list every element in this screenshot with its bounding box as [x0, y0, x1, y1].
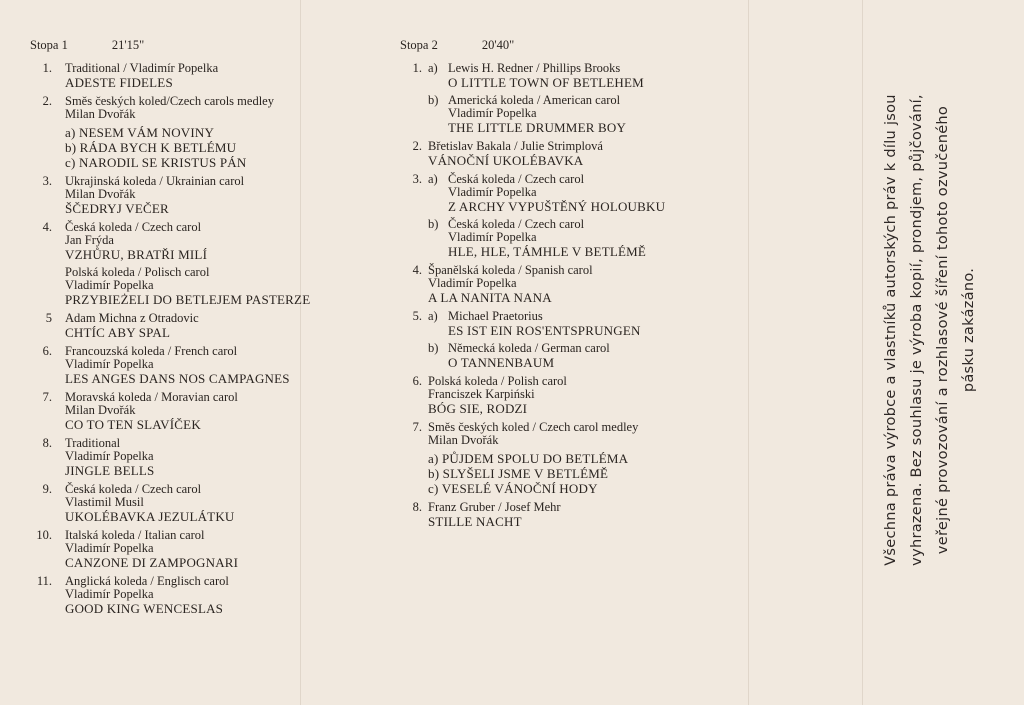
- track-title: A LA NANITA NANA: [428, 290, 552, 305]
- track-item: [428, 310, 740, 338]
- track-credit: Franz Gruber / Josef Mehr: [428, 500, 561, 514]
- side-duration: 20'40": [481, 38, 515, 52]
- track-title: CHTÍC ABY SPAL: [65, 325, 171, 340]
- track-entry: [30, 95, 390, 170]
- track-title: a) NESEM VÁM NOVINY: [65, 125, 215, 140]
- track-credit: Francouzská koleda / French carol: [65, 344, 238, 358]
- track-entry: [400, 62, 740, 135]
- track-credit: Břetislav Bakala / Julie Strimplová: [428, 139, 603, 153]
- track-title: c) NARODIL SE KRISTUS PÁN: [65, 155, 247, 170]
- track-credit: Traditional / Vladimír Popelka: [65, 61, 219, 75]
- track-title: ŠČEDRYJ VEČER: [65, 201, 169, 216]
- track-item: [428, 375, 740, 416]
- track-title: O TANNENBAUM: [448, 355, 555, 370]
- track-item-body: [428, 342, 740, 370]
- copyright-line: vyhrazena. Bez souhlasu je výroba kopií, prondjem, půjčování,: [909, 94, 925, 566]
- track-title: ADESTE FIDELES: [65, 75, 173, 90]
- track-item: [428, 342, 740, 370]
- track-number: 2.: [42, 94, 52, 108]
- track-number: 1.: [412, 61, 422, 75]
- variant-letter: b): [428, 341, 439, 355]
- track-number: 3.: [42, 174, 52, 188]
- track-entry: [400, 173, 740, 259]
- track-title: UKOLÉBAVKA JEZULÁTKU: [65, 509, 235, 524]
- track-entry: [30, 221, 390, 307]
- track-credit: Anglická koleda / Englisch carol: [65, 574, 229, 588]
- track-entry: [30, 175, 390, 216]
- track-title: a) PŮJDEM SPOLU DO BETLÉMA: [428, 451, 629, 466]
- track-title: STILLE NACHT: [428, 514, 522, 529]
- side-duration: 21'15": [111, 38, 145, 52]
- track-entry: [30, 62, 390, 90]
- track-title: HLE, HLE, TÁMHLE V BETLÉMĚ: [448, 244, 647, 259]
- track-item: [65, 345, 390, 386]
- side-label: Stopa 1: [30, 38, 68, 52]
- track-title: PRZYBIEŻELI DO BETLEJEM PASTERZE: [65, 292, 311, 307]
- track-credit: Česká koleda / Czech carol: [448, 217, 585, 231]
- variant-letter: a): [428, 61, 438, 75]
- track-entry: [30, 437, 390, 478]
- track-arranger: Vladimír Popelka: [428, 276, 517, 290]
- track-arranger: Milan Dvořák: [428, 433, 499, 447]
- track-title: THE LITTLE DRUMMER BOY: [448, 120, 627, 135]
- variant-letter: b): [428, 93, 439, 107]
- fold-line: [748, 0, 749, 705]
- track-title: O LITTLE TOWN OF BETLEHEM: [448, 75, 644, 90]
- track-credit: Česká koleda / Czech carol: [448, 172, 585, 186]
- copyright-line: Všechna práva výrobce a vlastníků autorských práv k dílu jsou: [883, 94, 899, 566]
- track-credit: Moravská koleda / Moravian carol: [65, 390, 238, 404]
- track-credit: Adam Michna z Otradovic: [65, 311, 199, 325]
- track-title: ES IST EIN ROS'ENTSPRUNGEN: [448, 323, 641, 338]
- variant-letter: b): [428, 217, 439, 231]
- side-header: [30, 38, 390, 62]
- side-label: Stopa 2: [400, 38, 438, 52]
- track-item: [428, 62, 740, 90]
- track-number: 9.: [42, 482, 52, 496]
- track-arranger: Jan Frýda: [65, 233, 114, 247]
- track-number: 10.: [36, 528, 52, 542]
- copyright-notice: [878, 10, 982, 650]
- track-number: 3.: [412, 172, 422, 186]
- track-number: 5: [45, 311, 52, 325]
- track-credit: Česká koleda / Czech carol: [65, 220, 202, 234]
- side-1-tracklist: [30, 38, 390, 621]
- track-credit: Italská koleda / Italian carol: [65, 528, 205, 542]
- track-title: VÁNOČNÍ UKOLÉBAVKA: [428, 153, 584, 168]
- track-entry: [30, 483, 390, 524]
- track-title: CANZONE DI ZAMPOGNARI: [65, 555, 239, 570]
- track-credit: Směs českých koled / Czech carol medley: [428, 420, 639, 434]
- track-title: VZHŮRU, BRATŘI MILÍ: [65, 247, 208, 262]
- track-item: [65, 266, 390, 307]
- track-title: JINGLE BELLS: [65, 463, 155, 478]
- track-arranger: Vladimír Popelka: [65, 541, 154, 555]
- track-entry: [400, 310, 740, 370]
- track-item: [428, 173, 740, 214]
- fold-line: [862, 0, 863, 705]
- track-entry: [400, 421, 740, 496]
- track-item: [65, 312, 390, 340]
- track-item-body: [428, 173, 740, 214]
- track-item: [65, 437, 390, 478]
- track-item: [65, 221, 390, 262]
- track-number: 7.: [42, 390, 52, 404]
- track-number: 8.: [412, 500, 422, 514]
- track-number: 6.: [412, 374, 422, 388]
- variant-letter: a): [428, 172, 438, 186]
- track-title: CO TO TEN SLAVÍČEK: [65, 417, 201, 432]
- variant-letter: a): [428, 309, 438, 323]
- track-title: GOOD KING WENCESLAS: [65, 601, 224, 616]
- track-title: BÓG SIE, RODZI: [428, 401, 528, 416]
- track-item: [65, 483, 390, 524]
- track-item: [428, 94, 740, 135]
- track-arranger: Franciszek Karpiński: [428, 387, 535, 401]
- track-arranger: Vladimír Popelka: [65, 449, 154, 463]
- track-item: [428, 264, 740, 305]
- track-number: 2.: [412, 139, 422, 153]
- track-arranger: Vladimír Popelka: [65, 278, 154, 292]
- side-header: [400, 38, 740, 62]
- track-item: [428, 421, 740, 496]
- track-item: [65, 575, 390, 616]
- track-item-body: [428, 218, 740, 259]
- track-title: LES ANGES DANS NOS CAMPAGNES: [65, 371, 290, 386]
- track-item: [65, 175, 390, 216]
- track-item-body: [428, 310, 740, 338]
- track-credit: Španělská koleda / Spanish carol: [428, 263, 593, 277]
- side-2-tracklist: [400, 38, 740, 534]
- track-credit: Polská koleda / Polisch carol: [65, 265, 210, 279]
- track-title: Z ARCHY VYPUŠTĚNÝ HOLOUBKU: [448, 199, 666, 214]
- track-number: 4.: [42, 220, 52, 234]
- track-item: [65, 95, 390, 170]
- track-arranger: Vladimír Popelka: [448, 185, 537, 199]
- track-title: c) VESELÉ VÁNOČNÍ HODY: [428, 481, 598, 496]
- track-credit: Americká koleda / American carol: [448, 93, 621, 107]
- track-item: [428, 501, 740, 529]
- track-arranger: Milan Dvořák: [65, 403, 136, 417]
- track-entry: [30, 312, 390, 340]
- track-number: 6.: [42, 344, 52, 358]
- track-item: [65, 62, 390, 90]
- track-entry: [30, 575, 390, 616]
- track-title: b) SLYŠELI JSME V BETLÉMĚ: [428, 466, 609, 481]
- track-arranger: Milan Dvořák: [65, 107, 136, 121]
- track-credit: Traditional: [65, 436, 121, 450]
- track-entry: [400, 264, 740, 305]
- copyright-line: veřejné provozování a rozhlasové šíření tohoto ozvučeného: [935, 105, 951, 555]
- track-credit: Německá koleda / German carol: [448, 341, 610, 355]
- track-item-body: [428, 94, 740, 135]
- track-number: 7.: [412, 420, 422, 434]
- track-entry: [400, 140, 740, 168]
- track-item: [65, 529, 390, 570]
- track-number: 4.: [412, 263, 422, 277]
- track-arranger: Vladimír Popelka: [65, 587, 154, 601]
- track-number: 8.: [42, 436, 52, 450]
- track-credit: Michael Praetorius: [448, 309, 543, 323]
- track-item: [428, 218, 740, 259]
- track-credit: Polská koleda / Polish carol: [428, 374, 567, 388]
- track-arranger: Vladimír Popelka: [448, 230, 537, 244]
- track-arranger: Vlastimil Musil: [65, 495, 144, 509]
- track-arranger: Vladimír Popelka: [448, 106, 537, 120]
- track-entry: [30, 391, 390, 432]
- track-entry: [400, 375, 740, 416]
- track-entry: [30, 345, 390, 386]
- track-credit: Směs českých koled/Czech carols medley: [65, 94, 274, 108]
- track-entry: [30, 529, 390, 570]
- track-item: [428, 140, 740, 168]
- track-credit: Lewis H. Redner / Phillips Brooks: [448, 61, 621, 75]
- track-item: [65, 391, 390, 432]
- track-number: 11.: [36, 574, 52, 588]
- track-credit: Česká koleda / Czech carol: [65, 482, 202, 496]
- track-arranger: Milan Dvořák: [65, 187, 136, 201]
- track-number: 5.: [412, 309, 422, 323]
- track-entry: [400, 501, 740, 529]
- track-title: b) RÁDA BYCH K BETLÉMU: [65, 140, 237, 155]
- track-number: 1.: [42, 61, 52, 75]
- track-arranger: Vladimír Popelka: [65, 357, 154, 371]
- track-item-body: [428, 62, 740, 90]
- copyright-line: pásku zakázáno.: [961, 267, 977, 393]
- track-credit: Ukrajinská koleda / Ukrainian carol: [65, 174, 245, 188]
